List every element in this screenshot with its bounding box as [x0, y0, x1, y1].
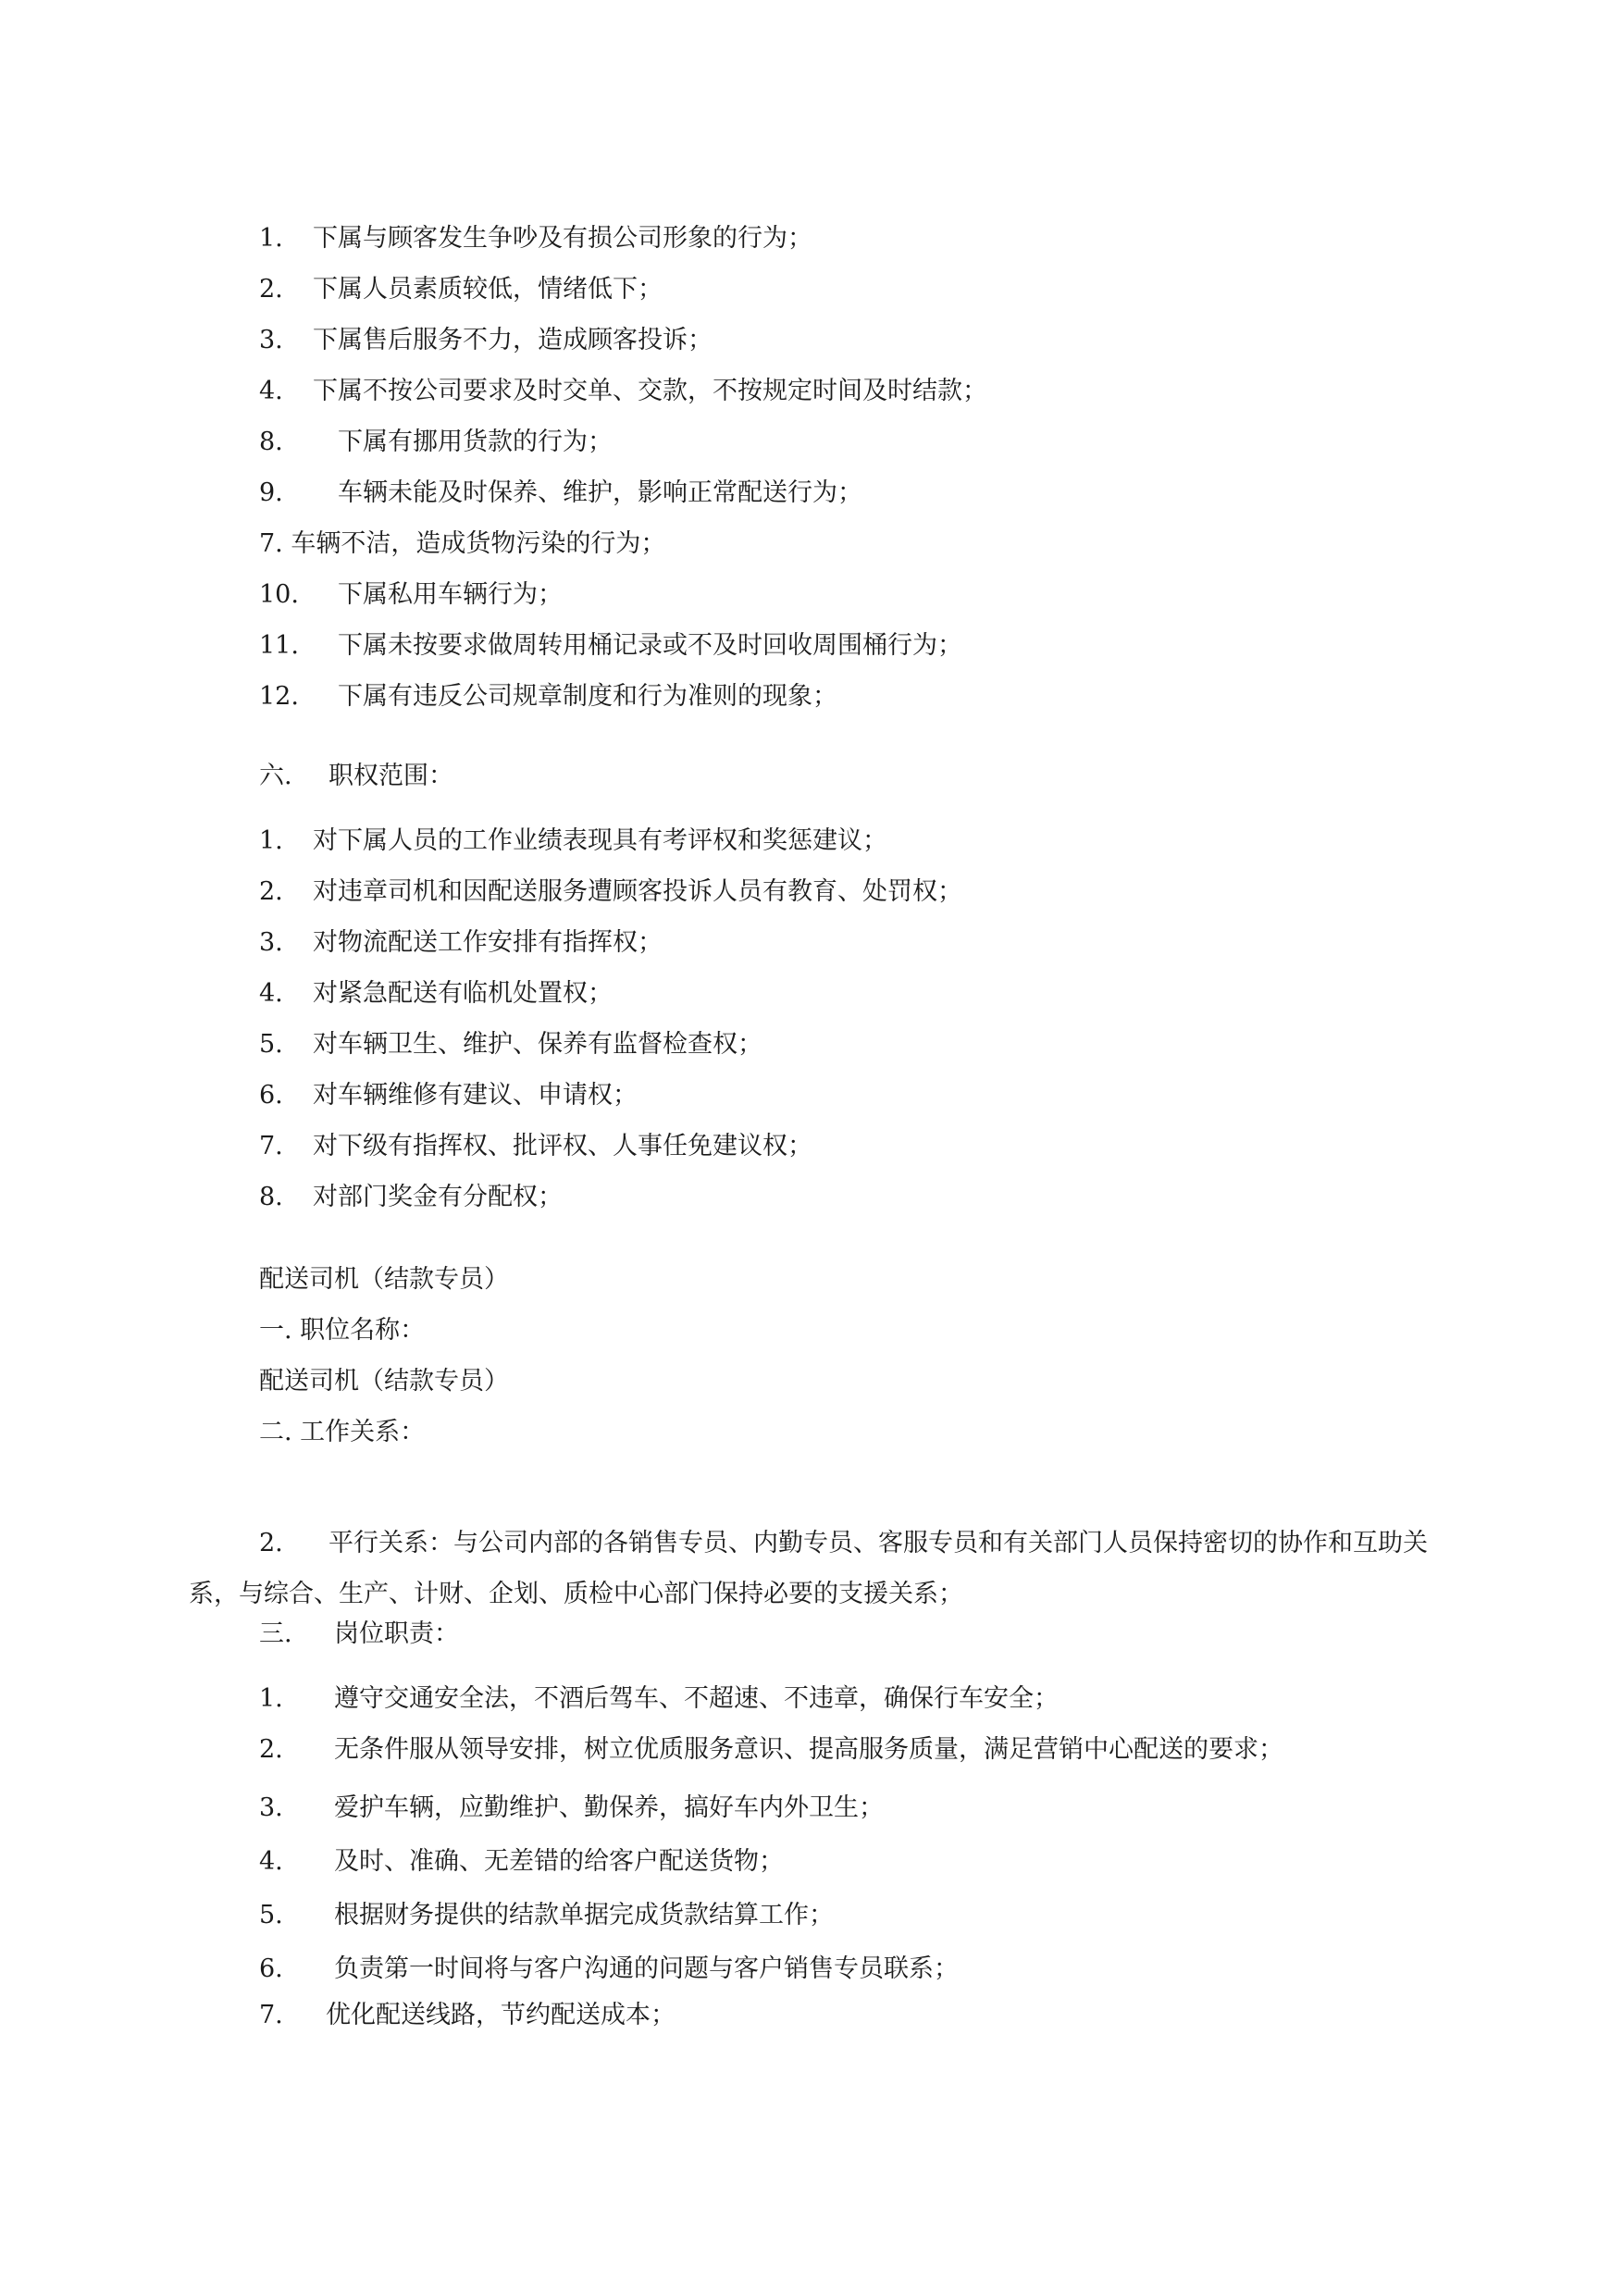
item-number: 2. — [259, 1529, 283, 1557]
item-text: 下属有违反公司规章制度和行为准则的现象； — [338, 682, 837, 711]
list-item — [259, 1901, 834, 1930]
item-text: 下属私用车辆行为； — [338, 580, 563, 609]
item-text: 优化配送线路，节约配送成本； — [326, 2001, 676, 2029]
list-item — [259, 1081, 638, 1110]
list-item — [259, 326, 713, 355]
item-number: 8. — [259, 428, 283, 456]
item-number: 1. — [259, 1684, 283, 1713]
list-item — [259, 979, 613, 1009]
item-number: 3. — [259, 1793, 283, 1822]
item-text: 无条件服从领导安排，树立优质服务意识、提高服务质量，满足营销中心配送的要求； — [334, 1735, 1283, 1764]
position-name-value: 配送司机（结款专员） — [259, 1367, 509, 1396]
list-item — [259, 224, 812, 254]
list-item — [259, 1132, 812, 1161]
list-item — [259, 1183, 563, 1212]
paragraph-work-relation — [189, 1518, 1475, 1619]
item-number: 3. — [259, 928, 283, 957]
item-text: 下属与顾客发生争吵及有损公司形象的行为； — [313, 224, 812, 253]
list-item — [259, 928, 663, 958]
item-number: 5. — [259, 1030, 283, 1059]
list-item — [259, 682, 837, 712]
item-text: 爱护车辆，应勤维护、勤保养，搞好车内外卫生； — [334, 1793, 884, 1822]
item-text: 负责第一时间将与客户沟通的问题与客户销售专员联系； — [334, 1954, 959, 1983]
item-text: 下属售后服务不力，造成顾客投诉； — [313, 326, 713, 354]
list-item — [259, 1954, 959, 1984]
list-item — [259, 1793, 884, 1823]
list-item — [259, 631, 962, 661]
list-item — [259, 478, 862, 508]
list-item — [259, 1030, 762, 1060]
section-heading: 二. 工作关系： — [259, 1418, 426, 1446]
list-item — [259, 826, 887, 856]
item-text: 下属人员素质较低，情绪低下； — [313, 275, 663, 304]
item-number: 10. — [259, 580, 299, 609]
list-item — [259, 1847, 784, 1877]
item-text: 对紧急配送有临机处置权； — [313, 979, 613, 1008]
list-item — [259, 1684, 1059, 1714]
item-text: 平行关系：与公司内部的各销售专员、内勤专员、客服专员和有关部门人员保持密切的协作和互助关系，与综合、生产、计财、企划、质检中心部门保持必要的支援关系； — [189, 1529, 1428, 1608]
list-item — [259, 275, 663, 304]
item-number: 7. — [259, 2001, 283, 2029]
item-text: 下属不按公司要求及时交单、交款，不按规定时间及时结款； — [313, 377, 987, 405]
item-number: 1. — [259, 826, 283, 855]
item-number: 4. — [259, 979, 283, 1008]
item-text: 对车辆维修有建议、申请权； — [313, 1081, 638, 1110]
item-number: 11. — [259, 631, 299, 660]
list-item — [259, 1735, 1283, 1765]
item-number: 7. — [259, 1132, 283, 1160]
item-number: 4. — [259, 377, 283, 405]
item-text: 7. 车辆不洁，造成货物污染的行为； — [259, 529, 666, 558]
heading-text: 职权范围： — [329, 762, 453, 790]
item-number: 12. — [259, 682, 299, 711]
list-item — [259, 428, 613, 457]
list-item — [259, 580, 563, 610]
item-text: 对违章司机和因配送服务遭顾客投诉人员有教育、处罚权； — [313, 877, 962, 906]
item-text: 下属未按要求做周转用桶记录或不及时回收周围桶行为； — [338, 631, 962, 660]
item-text: 遵守交通安全法，不酒后驾车、不超速、不违章，确保行车安全； — [334, 1684, 1059, 1713]
item-text: 对车辆卫生、维护、保养有监督检查权； — [313, 1030, 762, 1059]
item-text: 根据财务提供的结款单据完成货款结算工作； — [334, 1901, 834, 1929]
item-number: 4. — [259, 1847, 283, 1876]
item-text: 对部门奖金有分配权； — [313, 1183, 563, 1211]
item-number: 1. — [259, 224, 283, 253]
section-heading — [259, 762, 453, 791]
item-text: 下属有挪用货款的行为； — [338, 428, 613, 456]
item-number: 2. — [259, 275, 283, 304]
heading-text: 岗位职责： — [334, 1619, 459, 1648]
list-item — [259, 2001, 676, 2030]
heading-number: 六. — [259, 762, 292, 790]
heading-number: 三. — [259, 1619, 292, 1648]
item-number: 9. — [259, 478, 283, 507]
section-heading — [259, 1619, 459, 1649]
item-text: 及时、准确、无差错的给客户配送货物； — [334, 1847, 784, 1876]
item-number: 3. — [259, 326, 283, 354]
list-item — [259, 877, 962, 907]
item-number: 6. — [259, 1081, 283, 1110]
item-number: 2. — [259, 877, 283, 906]
item-text: 对下级有指挥权、批评权、人事任免建议权； — [313, 1132, 812, 1160]
item-number: 8. — [259, 1183, 283, 1211]
list-item — [259, 377, 987, 406]
position-title: 配送司机（结款专员） — [259, 1265, 509, 1294]
item-text: 车辆未能及时保养、维护，影响正常配送行为； — [338, 478, 862, 507]
item-number: 6. — [259, 1954, 283, 1983]
item-text: 对下属人员的工作业绩表现具有考评权和奖惩建议； — [313, 826, 887, 855]
item-number: 2. — [259, 1735, 283, 1764]
item-text: 对物流配送工作安排有指挥权； — [313, 928, 663, 957]
list-item — [259, 529, 665, 559]
item-number: 5. — [259, 1901, 283, 1929]
section-heading: 一. 职位名称： — [259, 1316, 426, 1345]
